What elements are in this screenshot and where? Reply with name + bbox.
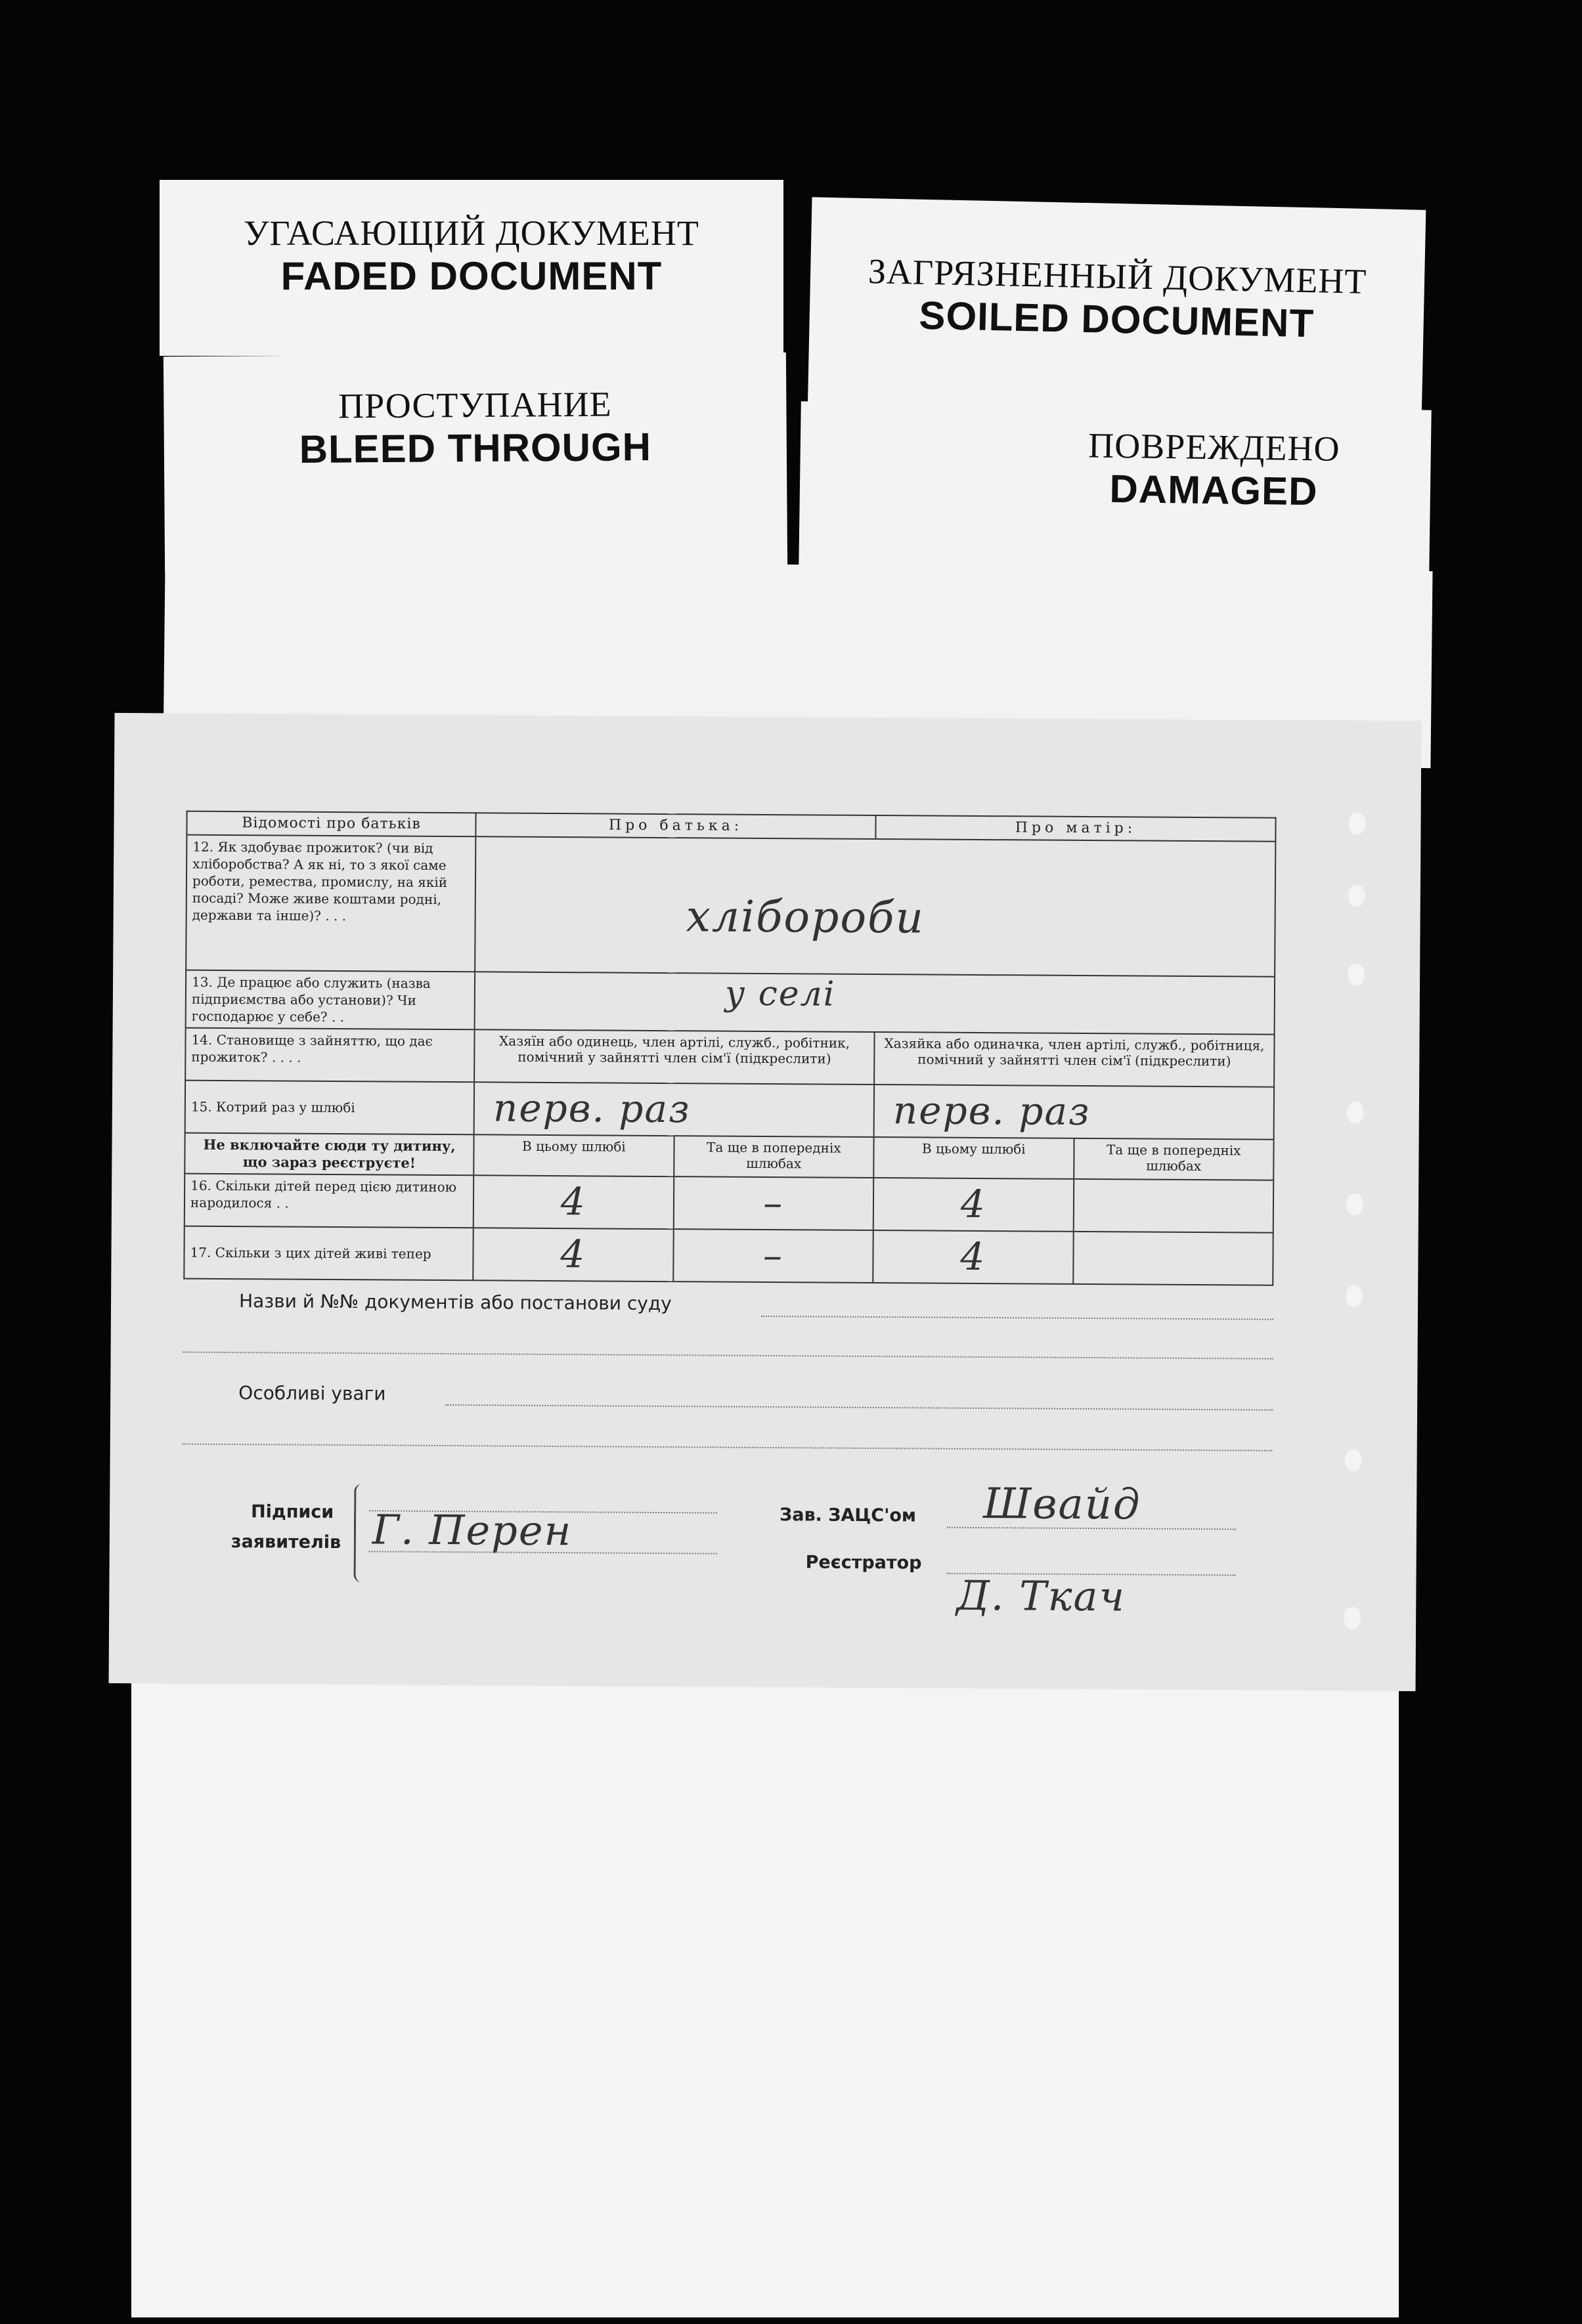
- parents-info-table: [183, 811, 1276, 1286]
- answer-17-4: [1073, 1232, 1273, 1285]
- header-father: Про батька:: [476, 813, 876, 839]
- punch-hole: [1345, 1449, 1362, 1471]
- documents-line: [761, 1316, 1273, 1320]
- answer-17-1-value: 4: [560, 1232, 586, 1277]
- question-16: 16. Скільки дітей перед цією дитиною народилося . .: [185, 1174, 474, 1228]
- table-row: [186, 835, 1275, 977]
- answer-16-3: [873, 1178, 1074, 1232]
- subheader-father-this: В цьому шлюбі: [473, 1134, 674, 1176]
- answer-14-mother: Хазяйка або одиначка, член артілі, служб., робітниця, помічний у зайнятті член сім'ї (підкреслити): [874, 1032, 1274, 1087]
- soiled-label-en: SOILED DOCUMENT: [918, 293, 1315, 346]
- special-notes-label: Особливі уваги: [238, 1382, 386, 1405]
- bleed-label-ru: ПРОСТУПАНИЕ: [338, 384, 612, 426]
- table-row: [184, 1226, 1273, 1285]
- answer-16-4: [1073, 1179, 1273, 1233]
- special-notes-line: [445, 1404, 1273, 1411]
- answer-13-father: у селі: [724, 974, 836, 1014]
- answer-16-2: [673, 1176, 873, 1230]
- damaged-label-ru: ПОВРЕЖДЕНО: [1088, 425, 1340, 469]
- soiled-document-label: [808, 197, 1426, 427]
- table-row: [185, 1028, 1274, 1087]
- punch-hole: [1348, 884, 1365, 907]
- answer-17-2-value: –: [762, 1232, 784, 1278]
- subheader-father-prev: Та ще в попередніх шлюбах: [674, 1136, 874, 1178]
- question-14: 14. Становище з зайняттю, що дає прожиток? . . . .: [185, 1028, 475, 1083]
- answer-13: [475, 972, 1275, 1034]
- header-mother: Про матір:: [875, 815, 1275, 842]
- background-sheet: [131, 1661, 1399, 2317]
- subheader-mother-prev: Та ще в попередніх шлюбах: [1074, 1138, 1274, 1180]
- answer-16-1-value: 4: [560, 1179, 587, 1224]
- answer-15-father: перв. раз: [493, 1085, 691, 1132]
- bleed-label-en: BLEED THROUGH: [299, 425, 652, 471]
- subheader-mother-this: В цьому шлюбі: [873, 1137, 1074, 1179]
- header-info: Відомості про батьків: [187, 811, 475, 837]
- answer-14-father: Хазяїн або одинець, член артілі, служб., робітник, помічний у зайнятті член сім'ї (підкреслити): [474, 1029, 874, 1085]
- answer-17-3-value: 4: [960, 1234, 986, 1280]
- documents-line-2: [183, 1352, 1273, 1360]
- damaged-label-en: DAMAGED: [1109, 466, 1318, 514]
- question-13: 13. Де працює або служить (назва підприємства або установи)? Чи господарює у себе? . .: [186, 970, 475, 1030]
- zags-head-signature: Швайд: [982, 1480, 1141, 1530]
- applicants-brace: [353, 1484, 364, 1582]
- zags-head-label: Зав. ЗАЦС'ом: [779, 1505, 917, 1526]
- table-row: [185, 1133, 1273, 1180]
- note-exclude-child: Не включайте сюди ту дитину, що зараз реєструєте!: [185, 1133, 473, 1176]
- registrar-signature: Д. Ткач: [956, 1571, 1126, 1621]
- faded-label-en: FADED DOCUMENT: [280, 254, 663, 298]
- damaged-document-label: [799, 401, 1431, 575]
- answer-15-father-cell: [474, 1082, 874, 1137]
- soiled-label-ru: ЗАГРЯЗНЕННЫЙ ДОКУМЕНТ: [868, 251, 1367, 301]
- answer-17-3: [873, 1230, 1073, 1284]
- punch-hole: [1346, 1193, 1363, 1215]
- punch-hole: [1348, 812, 1365, 834]
- documents-label: Назви й №№ документів або постанови суду: [238, 1290, 672, 1315]
- table-row: [185, 1081, 1274, 1140]
- bleed-through-label: [164, 353, 787, 574]
- special-notes-line-2: [183, 1444, 1273, 1452]
- punch-hole: [1346, 1285, 1363, 1307]
- answer-15-mother: перв. раз: [892, 1088, 1091, 1134]
- table-row: [186, 970, 1275, 1035]
- registration-form-card: [109, 713, 1422, 1691]
- punch-hole: [1348, 963, 1365, 985]
- answer-16-2-value: –: [763, 1180, 784, 1226]
- question-12: 12. Як здобуває прожиток? (чи від хліборобства? А як ні, то з якої саме роботи, ремества, промислу, на якій посаді? Може живе коштами родні, держави та інше)? . . .: [186, 835, 475, 972]
- applicants-signature-label-1: Підписи: [251, 1501, 334, 1522]
- punch-hole: [1344, 1606, 1361, 1629]
- faded-document-label: [160, 180, 783, 356]
- answer-15-mother-cell: [874, 1085, 1274, 1140]
- answer-12-father: хлібороби: [686, 891, 925, 943]
- answer-16-1: [473, 1175, 674, 1229]
- answer-17-2: [673, 1229, 873, 1283]
- answer-16-3-value: 4: [960, 1181, 986, 1227]
- registrar-label: Реєстратор: [805, 1552, 922, 1574]
- applicant-signature: Г. Перен: [372, 1505, 573, 1555]
- applicants-signature-label-2: заявителів: [231, 1532, 341, 1553]
- answer-12: [475, 836, 1275, 976]
- faded-label-ru: УГАСАЮЩИЙ ДОКУМЕНТ: [244, 213, 699, 253]
- table-row: [185, 1174, 1273, 1233]
- punch-hole: [1347, 1101, 1364, 1123]
- question-17: 17. Скільки з цих дітей живі тепер: [184, 1226, 473, 1281]
- answer-17-1: [473, 1228, 673, 1281]
- question-15: 15. Котрий раз у шлюбі: [185, 1081, 475, 1135]
